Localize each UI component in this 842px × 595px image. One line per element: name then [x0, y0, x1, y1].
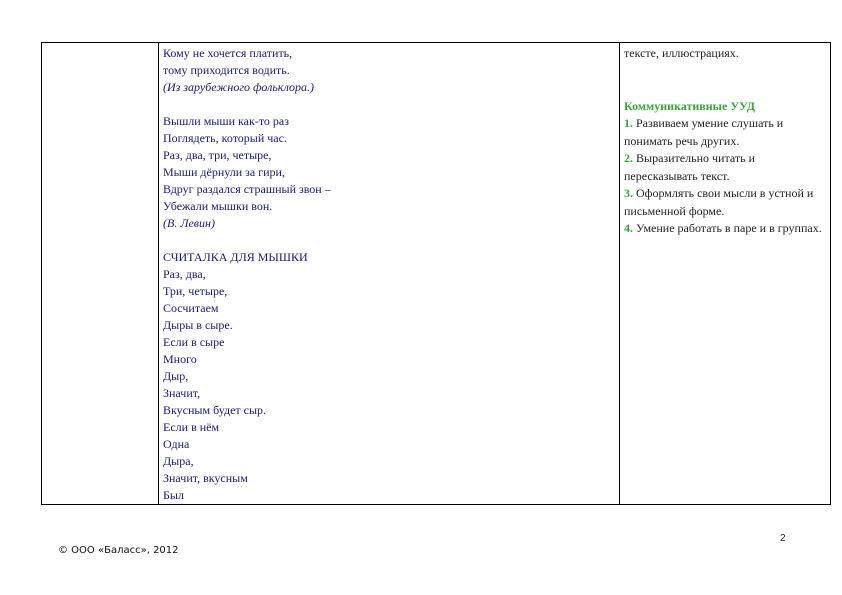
uud-item [624, 220, 826, 238]
poem-line: Поглядеть, который час. [163, 131, 287, 145]
poem-line: Одна [163, 437, 190, 451]
poem-line: Был [163, 488, 184, 502]
poem-line: Если в нём [163, 420, 220, 434]
copyright-footer: © ООО «Баласс», 2012 [58, 545, 179, 556]
poem-line: Убежали мышки вон. [163, 199, 273, 213]
poem-line: Раз, два, три, четыре, [163, 148, 272, 162]
uud-item-text: Выразительно читать и пересказывать текст. [624, 151, 756, 183]
table-row [42, 43, 831, 505]
poem-line: Сосчитаем [163, 301, 219, 315]
poems-cell [159, 43, 620, 505]
poem-title: СЧИТАЛКА ДЛЯ МЫШКИ [163, 250, 308, 264]
uud-item-text: Умение работать в паре и в группах. [636, 221, 822, 235]
uud-item [624, 115, 826, 150]
poem-line: Дыр, [163, 369, 189, 383]
uud-item-number: 4. [624, 221, 633, 235]
empty-cell [42, 43, 159, 505]
uud-item-text: Развиваем умение слушать и понимать речь других. [624, 116, 784, 148]
uud-item-number: 3. [624, 186, 633, 200]
uud-item [624, 150, 826, 185]
poem-line: Дыры в сыре. [163, 318, 233, 332]
poem-line: Вдруг раздался страшный звон – [163, 182, 331, 196]
poem-line: Дыра, [163, 454, 194, 468]
page-number: 2 [780, 533, 786, 544]
poem-line: Вышли мыши как-то раз [163, 114, 289, 128]
poem-source: (Из зарубежного фольклора.) [163, 80, 315, 94]
uud-item-number: 2. [624, 151, 633, 165]
poem-line: Если в сыре [163, 335, 225, 349]
poem-source: (В. Левин) [163, 216, 215, 230]
uud-item [624, 185, 826, 220]
poem-line: Значит, [163, 386, 201, 400]
uud-carry-text: тексте, иллюстрациях. [624, 46, 739, 60]
poem-line: Три, четыре, [163, 284, 228, 298]
poem-line: Кому не хочется платить, [163, 46, 293, 60]
poem-line: Вкусным будет сыр. [163, 403, 267, 417]
poem-line: Много [163, 352, 197, 366]
uud-item-number: 1. [624, 116, 633, 130]
poem-line: Значит, вкусным [163, 471, 248, 485]
poem-line: Раз, два, [163, 267, 206, 281]
lesson-table [41, 42, 831, 505]
poem-line: тому приходится водить. [163, 63, 290, 77]
poem-line: Мыши дёрнули за гири, [163, 165, 285, 179]
uud-item-text: Оформлять свои мысли в устной и письменной форме. [624, 186, 814, 218]
uud-cell [620, 43, 831, 505]
uud-heading: Коммуникативные УУД [624, 98, 756, 113]
